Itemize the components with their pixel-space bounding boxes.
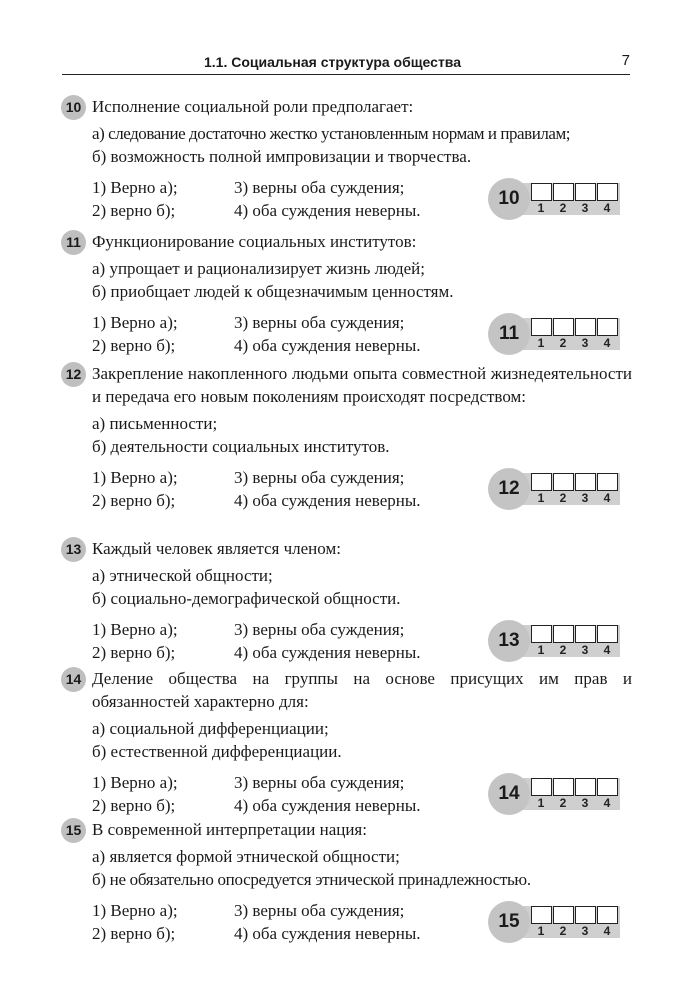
cell-label-2: 2: [559, 491, 567, 505]
answer-cell-2[interactable]: [553, 318, 574, 336]
answer-cell-3[interactable]: [575, 183, 596, 201]
question-text: Каждый человек является членом:: [92, 539, 341, 558]
answer-4[interactable]: 4) оба суждения неверны.: [234, 924, 421, 943]
answer-1[interactable]: 1) Верно а);: [92, 901, 178, 920]
question-11: [62, 230, 632, 357]
statements: [62, 412, 632, 458]
statement-a: а) письменности;: [92, 414, 218, 433]
answer-box-number: 15: [488, 901, 530, 943]
question-number-badge: 11: [61, 230, 86, 255]
statement-b: б) приобщает людей к общезначимым ценностям.: [92, 282, 454, 301]
cell-label-2: 2: [559, 201, 567, 215]
answer-4[interactable]: 4) оба суждения неверны.: [234, 796, 421, 815]
answer-cell-1[interactable]: [531, 318, 552, 336]
answer-box: [488, 177, 620, 221]
cell-label-4: 4: [603, 796, 611, 810]
answer-cell-4[interactable]: [597, 318, 618, 336]
answer-cell-3[interactable]: [575, 906, 596, 924]
answer-2[interactable]: 2) верно б);: [92, 201, 176, 220]
answer-cell-4[interactable]: [597, 183, 618, 201]
answer-cell-4[interactable]: [597, 906, 618, 924]
answer-cell-4[interactable]: [597, 625, 618, 643]
answer-box-number: 14: [488, 773, 530, 815]
statement-b: б) не обязательно опосредуется этнической принадлежностью.: [92, 870, 531, 889]
answer-cell-1[interactable]: [531, 625, 552, 643]
answer-box-number: 12: [488, 468, 530, 510]
answer-2[interactable]: 2) верно б);: [92, 491, 176, 510]
answer-choices: [62, 311, 632, 357]
question-14: [62, 667, 632, 817]
question-12: [62, 362, 632, 512]
answer-2[interactable]: 2) верно б);: [92, 924, 176, 943]
cell-label-3: 3: [581, 796, 589, 810]
cell-label-3: 3: [581, 924, 589, 938]
cell-label-4: 4: [603, 491, 611, 505]
question-number-badge: 15: [61, 818, 86, 843]
statement-b: б) социально-демографической общности.: [92, 589, 401, 608]
answer-choices: [62, 176, 632, 222]
section-title: 1.1. Социальная структура общества: [204, 54, 462, 70]
answer-1[interactable]: 1) Верно а);: [92, 178, 178, 197]
answer-cell-3[interactable]: [575, 625, 596, 643]
answer-cell-3[interactable]: [575, 318, 596, 336]
cell-label-1: 1: [537, 796, 545, 810]
answer-cell-2[interactable]: [553, 183, 574, 201]
answer-box: [488, 467, 620, 511]
answer-box-number: 13: [488, 620, 530, 662]
cell-label-2: 2: [559, 796, 567, 810]
cell-label-4: 4: [603, 336, 611, 350]
question-10: [62, 95, 632, 222]
statements: [62, 845, 632, 891]
cell-label-1: 1: [537, 491, 545, 505]
cell-label-4: 4: [603, 924, 611, 938]
question-text: Функционирование социальных институтов:: [92, 232, 417, 251]
statement-a: а) следование достаточно жестко установленным нормам и правилам;: [92, 124, 571, 143]
answer-choices: [62, 618, 632, 664]
page-header: [62, 50, 630, 75]
cell-label-4: 4: [603, 643, 611, 657]
cell-label-2: 2: [559, 336, 567, 350]
cell-label-1: 1: [537, 201, 545, 215]
answer-3[interactable]: 3) верны оба суждения;: [234, 313, 405, 332]
question-number-badge: 13: [61, 537, 86, 562]
answer-3[interactable]: 3) верны оба суждения;: [234, 901, 405, 920]
cell-label-3: 3: [581, 201, 589, 215]
question-number-badge: 14: [61, 667, 86, 692]
statement-a: а) является формой этнической общности;: [92, 847, 400, 866]
answer-cell-4[interactable]: [597, 778, 618, 796]
statement-b: б) возможность полной импровизации и творчества.: [92, 147, 472, 166]
answer-3[interactable]: 3) верны оба суждения;: [234, 468, 405, 487]
question-text: Закрепление накопленного людьми опыта совместной жизнедеятельности и передача его новым поколениям происходят посредством:: [92, 364, 632, 406]
answer-3[interactable]: 3) верны оба суждения;: [234, 620, 405, 639]
answer-box-number: 11: [488, 313, 530, 355]
cell-label-3: 3: [581, 643, 589, 657]
answer-cell-1[interactable]: [531, 778, 552, 796]
answer-cell-2[interactable]: [553, 906, 574, 924]
answer-box-number: 10: [488, 178, 530, 220]
answer-3[interactable]: 3) верны оба суждения;: [234, 178, 405, 197]
answer-cell-2[interactable]: [553, 473, 574, 491]
answer-box: [488, 900, 620, 944]
answer-cell-2[interactable]: [553, 625, 574, 643]
cell-label-2: 2: [559, 924, 567, 938]
question-15: [62, 818, 632, 945]
answer-cell-1[interactable]: [531, 906, 552, 924]
statements: [62, 717, 632, 763]
cell-label-3: 3: [581, 336, 589, 350]
answer-cell-3[interactable]: [575, 473, 596, 491]
answer-2[interactable]: 2) верно б);: [92, 796, 176, 815]
answer-1[interactable]: 1) Верно а);: [92, 468, 178, 487]
statement-b: б) деятельности социальных институтов.: [92, 437, 390, 456]
answer-1[interactable]: 1) Верно а);: [92, 313, 178, 332]
answer-3[interactable]: 3) верны оба суждения;: [234, 773, 405, 792]
statements: [62, 122, 632, 168]
cell-label-3: 3: [581, 491, 589, 505]
answer-1[interactable]: 1) Верно а);: [92, 773, 178, 792]
statement-b: б) естественной дифференциации.: [92, 742, 342, 761]
cell-label-1: 1: [537, 336, 545, 350]
answer-cell-1[interactable]: [531, 183, 552, 201]
answer-cell-3[interactable]: [575, 778, 596, 796]
answer-cell-4[interactable]: [597, 473, 618, 491]
question-text: Деление общества на группы на основе присущих им прав и обязанностей характерно для:: [92, 669, 632, 711]
statement-a: а) этнической общности;: [92, 566, 273, 585]
question-text: В современной интерпретации нация:: [92, 820, 367, 839]
answer-box: [488, 619, 620, 663]
cell-label-1: 1: [537, 924, 545, 938]
cell-label-4: 4: [603, 201, 611, 215]
answer-2[interactable]: 2) верно б);: [92, 336, 176, 355]
answer-4[interactable]: 4) оба суждения неверны.: [234, 491, 421, 510]
question-number-badge: 10: [61, 95, 86, 120]
answer-choices: [62, 771, 632, 817]
statements: [62, 257, 632, 303]
statement-a: а) упрощает и рационализирует жизнь людей;: [92, 259, 425, 278]
answer-choices: [62, 899, 632, 945]
answer-4[interactable]: 4) оба суждения неверны.: [234, 336, 421, 355]
answer-4[interactable]: 4) оба суждения неверны.: [234, 643, 421, 662]
cell-label-1: 1: [537, 643, 545, 657]
statements: [62, 564, 632, 610]
answer-box: [488, 312, 620, 356]
answer-cell-2[interactable]: [553, 778, 574, 796]
question-number-badge: 12: [61, 362, 86, 387]
page-number: 7: [621, 52, 630, 69]
answer-choices: [62, 466, 632, 512]
question-text: Исполнение социальной роли предполагает:: [92, 97, 414, 116]
statement-a: а) социальной дифференциации;: [92, 719, 329, 738]
answer-2[interactable]: 2) верно б);: [92, 643, 176, 662]
answer-1[interactable]: 1) Верно а);: [92, 620, 178, 639]
answer-cell-1[interactable]: [531, 473, 552, 491]
cell-label-2: 2: [559, 643, 567, 657]
answer-box: [488, 772, 620, 816]
answer-4[interactable]: 4) оба суждения неверны.: [234, 201, 421, 220]
question-13: [62, 537, 632, 664]
